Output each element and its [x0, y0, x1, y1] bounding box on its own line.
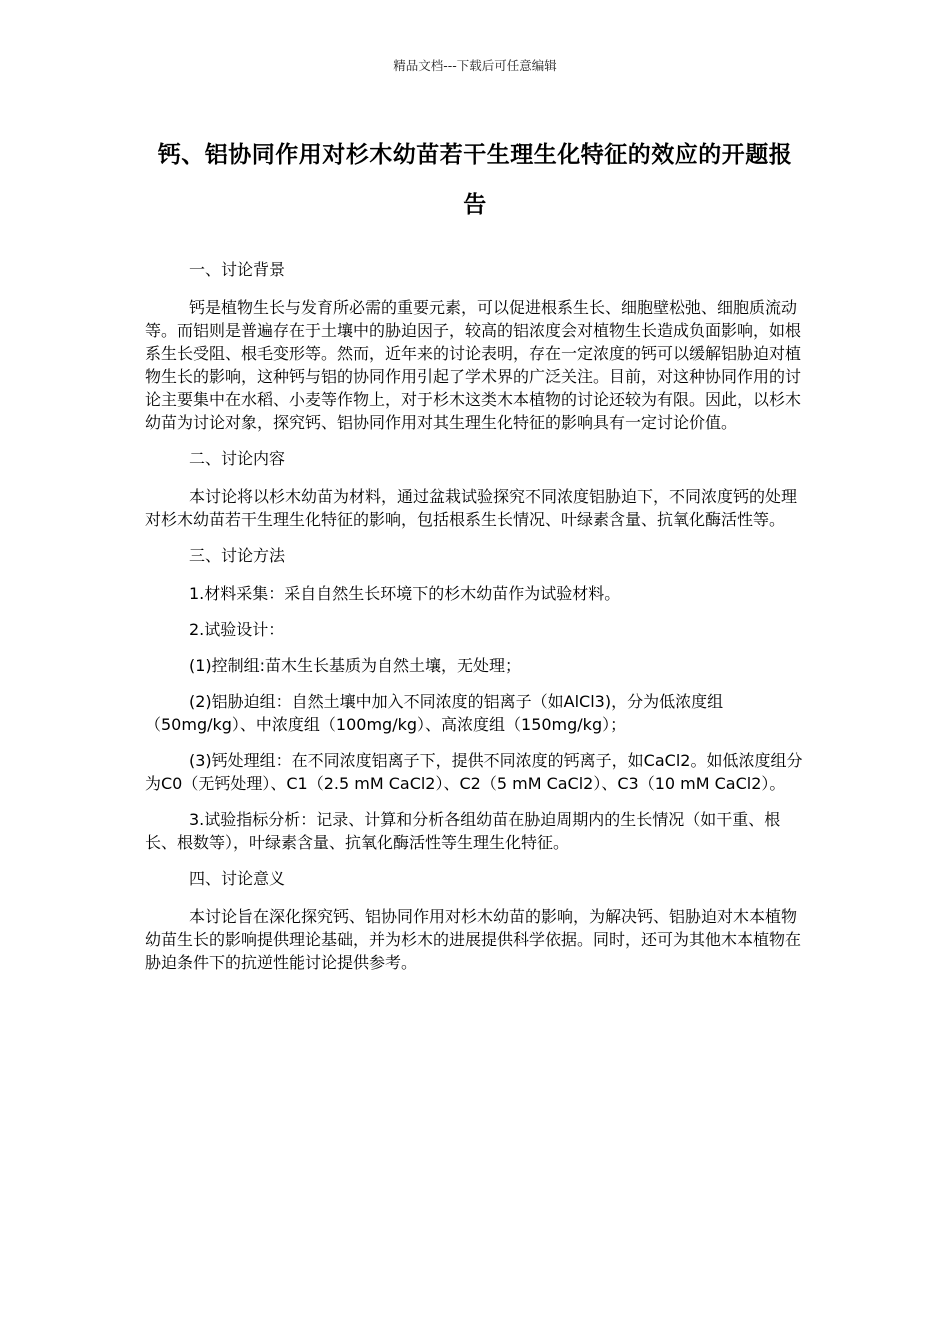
section-heading-background: 一、讨论背景 [189, 260, 286, 279]
method-item-material: 1.材料采集：采自自然生长环境下的杉木幼苗作为试验材料。 [189, 584, 621, 603]
method-item-analysis: 3.试验指标分析：记录、计算和分析各组幼苗在胁迫周期内的生长情况（如干重、根长、根数等），叶绿素含量、抗氧化酶活性等生理生化特征。 [145, 810, 781, 852]
background-paragraph: 钙是植物生长与发育所必需的重要元素，可以促进根系生长、细胞壁松弛、细胞质流动等。而铝则是普遍存在于土壤中的胁迫因子，较高的铝浓度会对植物生长造成负面影响，如根系生长受阻、根毛变形等。然而，近年来的讨论表明，存在一定浓度的钙可以缓解铝胁迫对植物生长的影响，这种钙与铝的协同作用引起了学术界的广泛关注。目前，对这种协同作用的讨论主要集中在水稻、小麦等作物上，对于杉木这类木本植物的讨论还较为有限。因此，以杉木幼苗为讨论对象，探究钙、铝协同作用对其生理生化特征的影响具有一定讨论价值。 [145, 298, 802, 432]
method-item-design: 2.试验设计： [189, 620, 285, 639]
document-body [145, 258, 805, 987]
content-paragraph: 本讨论将以杉木幼苗为材料，通过盆栽试验探究不同浓度铝胁迫下，不同浓度钙的处理对杉木幼苗若干生理生化特征的影响，包括根系生长情况、叶绿素含量、抗氧化酶活性等。 [145, 487, 798, 529]
method-item-calcium-group: (3)钙处理组：在不同浓度铝离子下，提供不同浓度的钙离子，如CaCl2。如低浓度组分为C0（无钙处理）、C1（2.5 mM CaCl2）、C2（5 mM CaCl2）、C3（10 mM CaCl2）。 [145, 751, 803, 793]
page-header-note: 精品文档---下载后可任意编辑 [393, 58, 557, 73]
method-item-control-group: (1)控制组:苗木生长基质为自然土壤，无处理； [189, 656, 522, 675]
section-heading-method: 三、讨论方法 [189, 546, 286, 565]
section-heading-content: 二、讨论内容 [189, 449, 286, 468]
significance-paragraph: 本讨论旨在深化探究钙、铝协同作用对杉木幼苗的影响，为解决钙、铝胁迫对木本植物幼苗生长的影响提供理论基础，并为杉木的进展提供科学依据。同时，还可为其他木本植物在胁迫条件下的抗逆性能讨论提供参考。 [145, 907, 802, 972]
section-heading-significance: 四、讨论意义 [189, 869, 286, 888]
document-title: 钙、铝协同作用对杉木幼苗若干生理生化特征的效应的开题报告 [157, 142, 793, 218]
method-item-aluminum-group: (2)铝胁迫组：自然土壤中加入不同浓度的铝离子（如AlCl3)，分为低浓度组（50mg/kg）、中浓度组（100mg/kg）、高浓度组（150mg/kg）； [145, 692, 724, 734]
